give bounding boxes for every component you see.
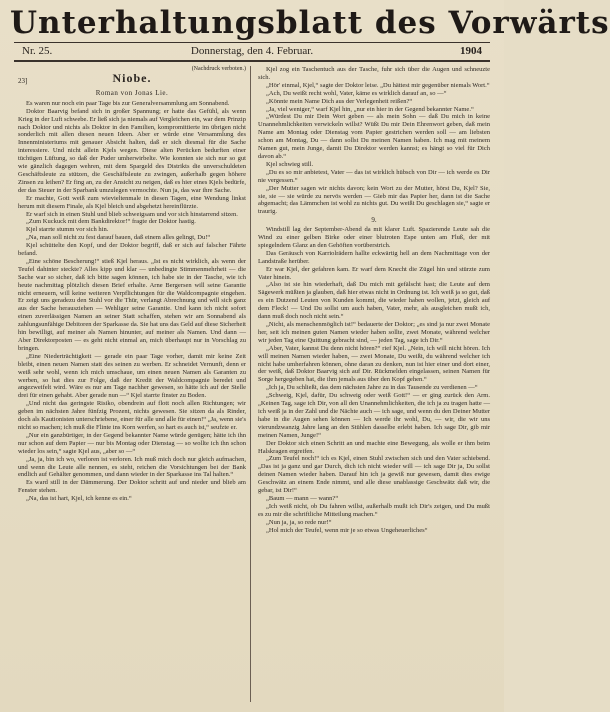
right-paragraph: „Würdest Du mir Dein Wort geben — als mein Sohn — daß Du mich in keine Unannehmlichkeiten verwickeln willst? Wüßt Du mir Dein Ehrenwort geben, daß mein Name am Montag oder Dienstag vom Papier gestrichen werden soll — am liebsten schon am Montag, Du — dann sollst Du meinen Namen haben. Ich mag mit meinem Namen gut, mein Junge, damit Du Direktor werden kannst; es hängt so viel für Dich davon ab.“ bbox=[258, 113, 490, 160]
left-paragraph: Er warf sich in einen Stuhl und blieb schweigsam und vor sich hinstarrend sitzen. bbox=[26, 210, 238, 218]
left-paragraph: Kjel starrte stumm vor sich hin. bbox=[26, 226, 109, 234]
right-paragraph: „Ich weiß nicht, ob Du fahren willst, außerhalb mußt ich Dir's zeigen, und Du mußt es zu mir die schriftliche Mitteilung machen.“ bbox=[258, 502, 490, 518]
right-paragraph: Der Doktor sich einen Schritt an und machte eine Bewegung, als wolle er ihm beim Halskragen ergreifen. bbox=[258, 439, 490, 455]
left-paragraph: „Ja, ja, bin ich wo, verloren ist verloren. Ich muß mich doch nur gleich aufmachen, und wenn die Leute alle nennen, es steht, reichen die Vorsichtungen bei der Bank endlich auf Gehälter genommen, und dann wieder in der Sparkasse ins Tal halten.“ bbox=[18, 455, 246, 479]
left-column bbox=[18, 66, 246, 503]
right-paragraph: „Ach, Du weißt recht wohl, Vater, käme es wirklich darauf an, so —“ bbox=[266, 89, 447, 97]
right-column bbox=[258, 66, 490, 534]
reprint-note: (Nachdruck verboten.) bbox=[191, 66, 246, 72]
left-paragraph: „Na, das ist hart, Kjel, ich kenne es ein.“ bbox=[26, 495, 132, 503]
right-paragraph: „Hör' einmal, Kjel,“ sagte der Doktor leise. „Du hättest mir gegenüber niemals Wort.“ bbox=[266, 81, 490, 89]
right-paragraph: „Ich ja, Du schließt, das dem nächsten Jahre zu in das Tausende zu verdienen —“ bbox=[266, 384, 478, 392]
right-paragraph: „Also ist sie hin wiederhaft, daß Du mich mit gefälscht hast; die Leute auf dem Sägewerk müßten ja glauben, daß hier etwas nicht in Ordnung ist. Ich weiß ja so gut, daß es ein Dutzend Leuten von Kunden kommt, die wieder haben wollen, jetzt, gleich auf dem Fleck! — Und Du sollst um auch haben, Vater, mehr, als ausgleichen mußt ich, dann muß doch noch nicht sein.“ bbox=[258, 281, 490, 321]
right-paragraph: Das Geräusch von Karriolrädern hallte eckwärtig hell an dem Nachmittage von der Landstraße herüber. bbox=[258, 249, 490, 265]
right-paragraph: Windstill lag der September-Abend da mit klarer Luft. Spazierende Leute sah die Wind zu einer gelben Birke oder einer blutroten Espe unten am Fluß, der mit spiegelndem Glanz an den Gehöften vorüberstrich. bbox=[258, 226, 490, 249]
right-paragraph: „Nicht, als menschenmöglich ist!“ bedauerte der Doktor; „es sind ja nur zwei Monate her, seit ich meinen guten Namen wieder haben sollte, zwei Monate, während welcher wir jeden Tag eine Quittung gebracht sind, — jeden Tag, sage ich Dir.“ bbox=[258, 321, 490, 344]
issue-date: Donnerstag, den 4. Februar. bbox=[190, 45, 314, 57]
left-paragraph: Es waren nur noch ein paar Tage bis zur Generalversammlung am Sonnabend. bbox=[26, 99, 230, 107]
story-title-row bbox=[18, 70, 246, 89]
right-paragraph: „Der Mutter sagen wir nichts davon; kein Wort zu der Mutter, hörst Du, Kjel? Sie, sie, sie — sie würde zu nervös werden — Gieb mir das Papier her, dann ist die Sache abgemacht; das Lämmchen ist wohl zu nichts gut. Du weißt Du geschlagen sie,“ sagte er traurig. bbox=[258, 184, 490, 216]
story-byline: Roman von Jonas Lie. bbox=[95, 88, 169, 97]
right-paragraph: „Nun ja, ja, so rede nur!“ bbox=[266, 518, 332, 526]
right-paragraph: Er war Kjel, der gefahren kam. Er warf dem Knecht die Zügel hin und stürzte zum Vater hinein. bbox=[258, 265, 490, 281]
left-paragraph: „Eine schöne Bescherung!“ stieß Kjel heraus. „Ist es nicht wirklich, als wenn der Teufel dahinter steckte? Alles kipp und klar — unbedingte Stimmenmehrheit — die Sache war so sicher, daß ich bitte sagen können, ich habe sie in der Tasche, wie ich heute nachmittag plötzlich diesen Brief erhalte. Arne Bergersen will seine Garantie nicht erneuern, will keine weiteren Verpflichtungen für die Waldcompagnie eingehen. Er zeigt uns geradezu den Stuhl vor die Thür, verlangt Abrechnung und will sich ganz aus der Sache herausziehen — Wehliger seine Garantie. Und kann ich nicht sofort einen zuverlässigen Namen an seiner Statt schaffen, stehen wir am Sonnabend als zahlungsunfähige Debitoren der Sparkasse da. Sie hat uns das Geld auf diese Sicherheit hin bewilligt, auf meiner als Namen hinunter, auf meiner als Namen. Und dann — Aber Direktorposten — es geht nicht einmal an, mich überhaupt nur in Vorschlag zu bringen. bbox=[18, 257, 246, 352]
story-title: Niobe. bbox=[112, 70, 152, 85]
right-paragraph: „Du es so mir anbietest, Vater — das ist wirklich hübsch von Dir — ich werde es Dir nie vergessen.“ bbox=[258, 168, 490, 184]
date-bar bbox=[22, 43, 482, 59]
right-paragraph: Kjel zog ein Taschentuch aus der Tasche, fuhr sich über die Augen und schneuzte sich. bbox=[258, 66, 490, 81]
left-paragraph: „Na, man soll nicht zu fest darauf bauen, daß einem alles gelingt, Du!“ bbox=[26, 234, 211, 242]
right-paragraph: „Hol mich der Teufel, wenn mir je so etwas Ungeheuerliches“ bbox=[266, 526, 428, 534]
left-paragraph: Es ward still in der Dämmerung. Der Doktor schritt auf und nieder und blieb am Fenster stehen. bbox=[18, 479, 246, 495]
header-rule-bottom bbox=[14, 60, 490, 62]
right-paragraph: „Aber, Vater, kannst Du denn nicht hören?“ rief Kjel. „Nein, ich will nicht hören. Ich will meinen Namen wieder haben, — zwei Monate, Du weißt, du während welcher ich nicht habe umherfahren können, ohne daran zu denken, nun ist hier einer und dort einer, der weiß, daß Doktor Baarvig sich auf Dir. Rückmelden eingelassen, seinen Namen für Sorge hergegeben hat, die ihm jemals aus über den Kopf gehen.“ bbox=[258, 344, 490, 384]
issue-number: Nr. 25. bbox=[22, 45, 53, 57]
left-paragraph: Er machte, Gott weiß zum wievieltenmale in diesen Tagen, eine Wendung linkst herum mit diesem Finale, als Kjel bleich und abgehetzt hereinflürzte. bbox=[18, 194, 246, 210]
left-paragraph: „Nur ein ganzbürtiger, in der Gegend bekannter Name würde genügen; hätte ich ihn nur schon auf dem Papier — nur bis Montag oder Dienstag — so wollte ich ihn schon wieder los sein,“ sagte Kjel aus, „aber so —“ bbox=[18, 431, 246, 455]
right-paragraph: „Schweig, Kjel, dafür, Du schweig oder weiß Gott!“ — er ging zurück den Arm. „Keinen Tag, sage ich Dir, von all den Unannehmlichkeiten, die ich ja zu tragen hatte — ich weiß ja in der Zahl und die Nächte auch — ich sage, und wenn du den Deiner Mutter habe in die Augen sehen können — Ich werde ihr wohl, Du, — wir, die wir uns vierundzwanzig Jahre lang an den Stühlen dasselbe erlebt haben. Ich sage Dir, gib mir meinen Namen, Junge!“ bbox=[258, 392, 490, 439]
chapter-number: 9. bbox=[371, 216, 377, 225]
serial-number: 23] bbox=[18, 76, 28, 85]
right-paragraph: „Zum Teufel noch!“ ich es Kjel, einen Stuhl zwischen sich und den Vater schiebend. „Das ist ja ganz und gar Durch, dich ich nicht wieder will — ich sage Dir ja, Du sollst deinen Namen wieder haben. Darauf hin ich ja gewiß nur gewesen, damit dies ewige Geschwätz an einem Ende nimmt, und alle diese unablassige Geschwätz daß wir, die gebar, ist Dir!“ bbox=[258, 455, 490, 495]
left-paragraph: Kjel schüttelte den Kopf, und der Doktor begriff, daß er sich auf falscher Fährte befand. bbox=[18, 242, 246, 258]
masthead-title: Unterhaltungsblatt des Vorwärts bbox=[10, 5, 610, 41]
left-paragraph: „Zum Kuckuck mit dem Bankdirektor!“ fragte der Doktor hastig. bbox=[26, 218, 196, 226]
left-paragraph: „Und nicht das geringste Risiko, obendrein auf flott noch allen Richtungen; wir geben im nächsten Jahre fünfzig Prozent, nichts gewesen. Sie sitzen da als Rinder, doch als Kautionisten unterschriebene, einer für alle und alle für einen!“ „Ja, wenn sie's nicht so machen; ich muß die Flinte ins Korn werfen, so hart es auch ist,“ seufzte er. bbox=[18, 400, 246, 431]
right-paragraphs-top bbox=[258, 66, 490, 216]
column-divider bbox=[250, 66, 251, 702]
right-paragraph: Kjel schwieg still. bbox=[266, 160, 314, 168]
right-paragraphs-bottom bbox=[258, 226, 490, 534]
right-paragraph: „Baum — mann — wann?“ bbox=[266, 494, 339, 502]
left-paragraphs bbox=[18, 100, 246, 503]
left-paragraph: „Eine Niederträchtigkeit — gerade ein paar Tage vorher, damit mir keine Zeit bleibt, einen neuen Namen statt des seinen zu werben. Er schneidet Vernunft, denn er weiß sehr wohl, wenn ich mich umschaue, um einen neuen Namen als Garanten zu werben, so hat dies zur Folge, daß der Kredit der Waldcompagnie beredet und angezweifelt wird. Wäre es nur am Tage nachher gewesen, so hätte ich auf der Stelle drei für einen gehabt. Aber gerade nun —“ Kjel starrte finster zu Boden. bbox=[18, 352, 246, 400]
right-paragraph: „Ja, viel weniger,“ warf Kjel hin, „nur ein hier in der Gegend bekannter Name.“ bbox=[266, 105, 474, 113]
left-paragraph: Doktor Baarvig befand sich in großer Spannung; er hatte das Gefühl, als wenn Krieg in der Luft schwebe. Er ließ sich ja niemals auf Vergleichen ein, war dem Prinzip nach Doktor und nichts als Doktor in den Familien, kompromittierte im übrigen nicht sonderlich mit allen diesen neuen Ideen. Aber er würde eine Versammlung des Innenministeriums mit genauer Absicht halten, daß er sich diesmal für die Sache interessiere. Und nicht allein Kjels wegen. Diese alten Perücken bedurften einer tüchtigen Lüftung, so daß der Puder umherwirbelte. Wie konnten sie sich nur so gut wie gänzlich dagegen wehren, mit dem Spargeld des Distrikts die unverschuldeten Geschäftsleute zu stützen, die Geschäftsleute zu zwingen, außerhalb gegen höhere Zinsen zu leihen? Er fing an, zu der Ansicht zu neigen, daß es hier eines Kjels bedürfe, der das Steuer in der Sparbank umzulegen vermochte. Nun ja, das war ihre Sache. bbox=[18, 107, 246, 194]
issue-year: 1904 bbox=[460, 45, 482, 57]
right-paragraph: „Könnte mein Name Dich aus der Verlegenheit reißen?“ bbox=[266, 97, 413, 105]
